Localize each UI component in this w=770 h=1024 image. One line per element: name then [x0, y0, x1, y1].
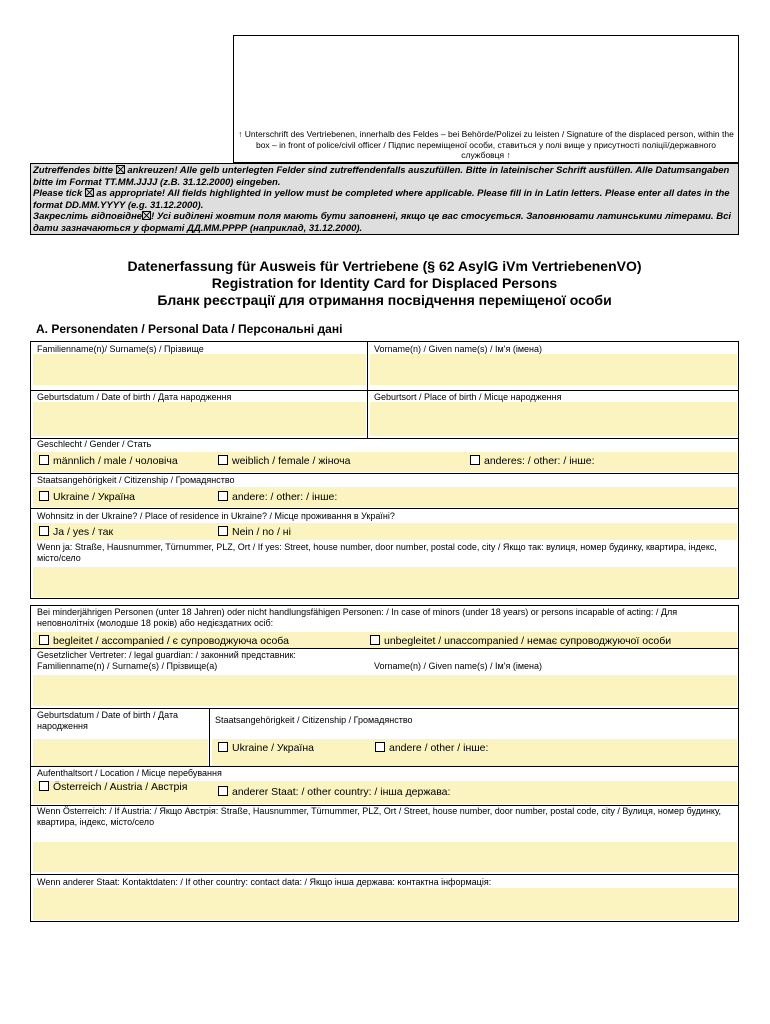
minors-intro: Bei minderjährigen Personen (unter 18 Jahren) oder nicht handlungsfähigen Personen: / In case of minors (under 18 years) or persons incapable of acting: / Для неповнолітніх (молодше 18 років) або недієздатних осіб:: [37, 607, 678, 628]
residence-row: [33, 523, 737, 540]
surname-field[interactable]: [33, 354, 366, 385]
gender-female-option[interactable]: weiblich / female / жіноча: [218, 455, 350, 468]
checked-box-icon: [85, 188, 94, 197]
checkbox-icon[interactable]: [218, 526, 228, 536]
title-en: Registration for Identity Card for Displaced Persons: [211, 275, 558, 291]
guardian-citizenship-label: Staatsangehörigkeit / Citizenship / Громадянство: [215, 715, 413, 725]
guardian-dob-label: Geburtsdatum / Date of birth / Дата народження: [37, 710, 178, 731]
location-austria-option[interactable]: Österreich / Austria / Австрія: [39, 781, 209, 793]
checkbox-icon[interactable]: [375, 742, 385, 752]
checkbox-icon[interactable]: [39, 635, 49, 645]
accompanied-option[interactable]: begleitet / accompanied / є супроводжуюча особа: [39, 635, 289, 648]
instructions-en: Please tick as appropriate! All fields highlighted in yellow must be completed where applicable. Please fill in in Latin letters. Please enter all dates in the format DD.MM.YYYY (e.g. 31.12.2000).: [33, 188, 730, 211]
austria-address-field[interactable]: [33, 842, 737, 872]
address-field[interactable]: [33, 567, 737, 597]
checkbox-icon[interactable]: [39, 491, 49, 501]
checked-box-icon: [116, 165, 125, 174]
citizenship-label: Staatsangehörigkeit / Citizenship / Громадянство: [37, 475, 235, 485]
unaccompanied-option[interactable]: unbegleitet / unaccompanied / немає супроводжуючої особи: [370, 635, 671, 648]
gender-label: Geschlecht / Gender / Стать: [37, 439, 152, 449]
instructions-uk: Закресліть відповідне ! Усі виділені жовтим поля мають бути заповнені, якщо це вас стосується. Заповнювати латинськими літерами. Всі дати зазначаються у форматі ДД.ММ.РРРР (наприклад, 31.12.2000).: [33, 211, 731, 234]
checkbox-icon[interactable]: [218, 742, 228, 752]
checkbox-icon[interactable]: [39, 781, 49, 791]
section-a-heading: A. Personendaten / Personal Data / Персональні дані: [36, 322, 343, 336]
checkbox-icon[interactable]: [470, 455, 480, 465]
dob-field[interactable]: [33, 402, 366, 436]
checkbox-icon[interactable]: [218, 455, 228, 465]
instructions-de: Zutreffendes bitte ankreuzen! Alle gelb unterlegten Felder sind zutreffendenfalls auszufüllen. Bitte in lateinischer Schrift ausfüllen. Alle Datumsangaben bitte im Format TT.MM.JJJJ (z.B. 31.12.2000) eingeben.: [33, 165, 730, 188]
guardian-label: Gesetzlicher Vertreter: / legal guardian: / законний представник:: [37, 650, 296, 660]
surname-label: Familienname(n)/ Surname(s) / Прізвище: [37, 344, 204, 354]
guardian-cit-ukraine-option[interactable]: Ukraine / Україна: [218, 742, 314, 755]
citizenship-ukraine-option[interactable]: Ukraine / Україна: [39, 491, 135, 504]
location-other-option[interactable]: anderer Staat: / other country: / інша держава:: [218, 786, 450, 799]
checked-box-icon: [142, 211, 151, 220]
guardian-cit-other-option[interactable]: andere / other / інше:: [375, 742, 488, 755]
title-de: Datenerfassung für Ausweis für Vertriebene (§ 62 AsylG iVm VertriebenenVO): [127, 258, 642, 274]
other-contact-field[interactable]: [33, 888, 737, 920]
citizenship-row: [33, 487, 737, 507]
checkbox-icon[interactable]: [218, 491, 228, 501]
instructions-box: [30, 163, 739, 235]
signature-box[interactable]: [233, 35, 739, 163]
pob-field[interactable]: [370, 402, 737, 436]
given-name-label: Vorname(n) / Given name(s) / Ім'я (імена): [374, 344, 542, 354]
residence-label: Wohnsitz in der Ukraine? / Place of residence in Ukraine? / Місце проживання в Україні?: [37, 511, 395, 521]
checkbox-icon[interactable]: [39, 455, 49, 465]
residence-no-option[interactable]: Nein / no / ні: [218, 526, 291, 539]
page-title: [30, 258, 739, 309]
signature-caption: ↑ Unterschrift des Vertriebenen, innerhalb des Feldes – bei Behörde/Polizei zu leisten / Signature of the displaced person, within the box – in front of police/civil officer / Підпис переміщеної особи, ставиться у полі вище у присутності поліції/державного службовця ↑: [238, 129, 734, 160]
residence-yes-option[interactable]: Ja / yes / так: [39, 526, 113, 539]
gender-other-option[interactable]: anderes: / other: / інше:: [470, 455, 595, 468]
personal-data-table: [30, 341, 739, 599]
guardian-dob-field[interactable]: [33, 739, 208, 766]
minors-table: [30, 605, 739, 922]
guardian-given-label: Vorname(n) / Given name(s) / Ім'я (імена): [374, 661, 542, 671]
guardian-surname-label: Familienname(n) / Surname(s) / Прізвище(а): [37, 661, 218, 671]
title-uk: Бланк реєстрації для отримання посвідчення переміщеної особи: [157, 292, 612, 308]
checkbox-icon[interactable]: [218, 786, 228, 796]
pob-label: Geburtsort / Place of birth / Місце народження: [374, 392, 562, 402]
checkbox-icon[interactable]: [370, 635, 380, 645]
austria-address-label: Wenn Österreich: / If Austria: / Якщо Австрія: Straße, Hausnummer, Türnummer, PLZ, Ort / Street, house number, door number, postal code, city / Вулиця, номер будинку, квартира, індекс, місто/село: [37, 806, 722, 827]
gender-male-option[interactable]: männlich / male / чоловіча: [39, 455, 178, 468]
residence-address-label: Wenn ja: Straße, Hausnummer, Türnummer, PLZ, Ort / If yes: Street, house number, door number, postal code, city / Якщо так: вулиця, номер будинку, квартира, індекс, місто/село: [37, 542, 717, 563]
citizenship-other-option[interactable]: andere: / other: / інше:: [218, 491, 337, 504]
guardian-name-field[interactable]: [33, 675, 737, 706]
checkbox-icon[interactable]: [39, 526, 49, 536]
other-contact-label: Wenn anderer Staat: Kontaktdaten: / If other country: contact data: / Якщо інша держава: контактна інформація:: [37, 877, 492, 887]
given-name-field[interactable]: [370, 354, 737, 385]
dob-label: Geburtsdatum / Date of birth / Дата народження: [37, 392, 232, 402]
location-label: Aufenthaltsort / Location / Місце перебування: [37, 768, 222, 778]
